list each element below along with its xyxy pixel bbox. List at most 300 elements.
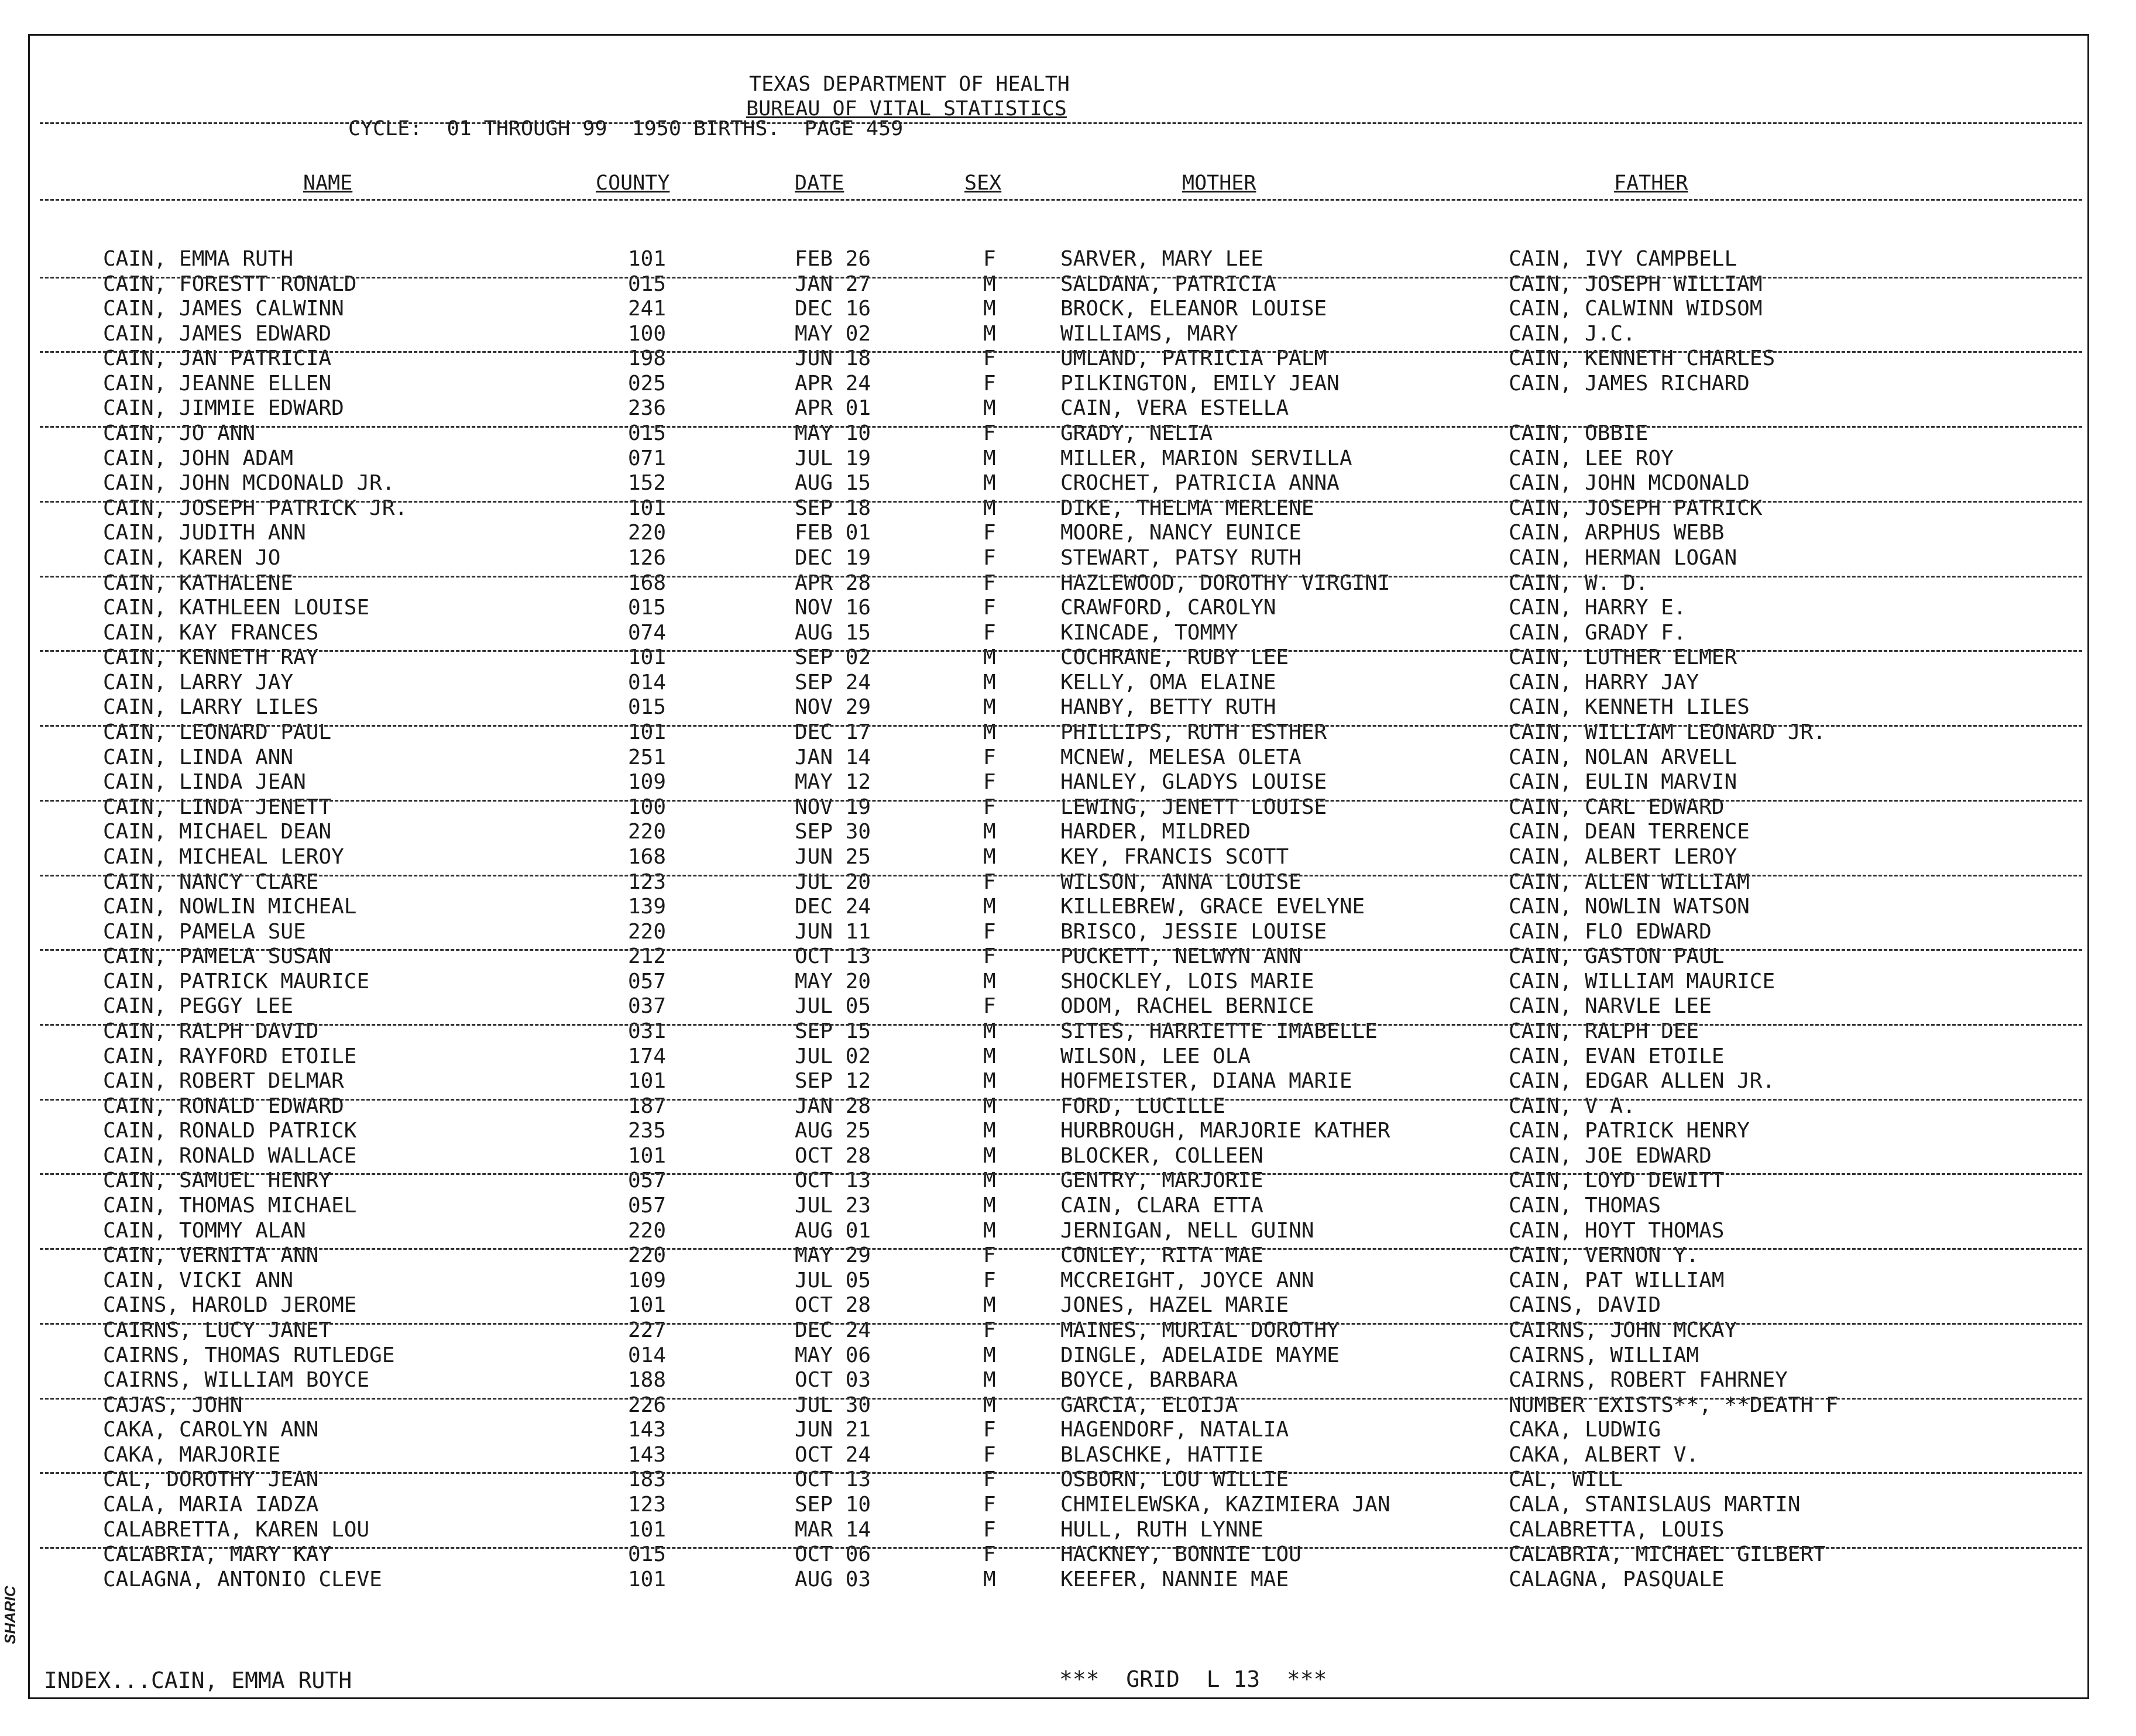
cell-father: CAIN, KENNETH LILES: [1509, 695, 1750, 720]
header-divider: [40, 122, 2082, 124]
cell-county: 100: [628, 321, 667, 346]
cell-mother: OSBORN, LOU WILLIE: [1060, 1467, 1289, 1492]
cell-sex: F: [983, 1517, 996, 1542]
cell-father: CAIN, RALPH DEE: [1509, 1019, 1699, 1043]
cell-father: CAIN, HARRY JAY: [1509, 670, 1699, 695]
cell-mother: SITES, HARRIETTE IMABELLE: [1060, 1019, 1378, 1043]
cell-father: CAIRNS, WILLIAM: [1509, 1343, 1699, 1367]
cell-sex: M: [983, 321, 996, 346]
cell-sex: M: [983, 1044, 996, 1068]
cell-name: CAIN, LEONARD PAUL: [103, 720, 332, 745]
cell-sex: F: [983, 919, 996, 944]
cell-name: CAIRNS, WILLIAM BOYCE: [103, 1368, 370, 1393]
cell-sex: M: [983, 1168, 996, 1193]
cell-name: CAIN, PEGGY LEE: [103, 994, 294, 1019]
cell-name: CAKA, CAROLYN ANN: [103, 1418, 319, 1442]
cell-sex: F: [983, 944, 996, 969]
cell-date: FEB 01: [795, 521, 871, 545]
cell-date: JUL 23: [795, 1194, 871, 1218]
table-row: [0, 1144, 2136, 1168]
header-subtitle: BUREAU OF VITAL STATISTICS: [746, 97, 1067, 121]
cell-county: 123: [628, 869, 667, 894]
table-row: [0, 1119, 2136, 1143]
table-row: [0, 845, 2136, 869]
table-row: [0, 671, 2136, 695]
table-row: [0, 1368, 2136, 1393]
cell-sex: M: [983, 695, 996, 720]
cell-mother: HARDER, MILDRED: [1060, 820, 1251, 844]
cell-mother: HURBROUGH, MARJORIE KATHER: [1060, 1119, 1390, 1143]
row-divider: [40, 576, 2082, 577]
cell-county: 101: [628, 1143, 667, 1168]
cell-county: 143: [628, 1418, 667, 1442]
cell-sex: F: [983, 1418, 996, 1442]
cell-date: NOV 29: [795, 695, 871, 720]
cell-father: CAIN, EULIN MARVIN: [1509, 770, 1737, 795]
table-row: [0, 1443, 2136, 1467]
table-row: [0, 720, 2136, 745]
table-row: [0, 1418, 2136, 1442]
cell-sex: F: [983, 421, 996, 446]
cell-date: DEC 24: [795, 895, 871, 919]
column-header-mother: MOTHER: [1182, 171, 1256, 195]
cell-sex: F: [983, 745, 996, 769]
table-row: [0, 571, 2136, 596]
cell-mother: JERNIGAN, NELL GUINN: [1060, 1218, 1314, 1243]
cell-mother: HAZLEWOOD, DOROTHY VIRGINI: [1060, 570, 1390, 595]
cell-father: CAIN, LOYD DEWITT: [1509, 1168, 1725, 1193]
cell-date: MAR 14: [795, 1517, 871, 1542]
row-divider: [40, 1024, 2082, 1026]
cell-mother: CAIN, CLARA ETTA: [1060, 1194, 1263, 1218]
cell-mother: HACKNEY, BONNIE LOU: [1060, 1542, 1301, 1567]
cell-county: 025: [628, 371, 667, 396]
cell-date: SEP 30: [795, 820, 871, 844]
cell-date: NOV 19: [795, 795, 871, 819]
cell-name: CAIN, LARRY JAY: [103, 670, 294, 695]
cell-sex: M: [983, 1567, 996, 1591]
table-row: [0, 247, 2136, 271]
cell-sex: M: [983, 720, 996, 745]
cell-county: 227: [628, 1318, 667, 1342]
cell-name: CAIN, JUDITH ANN: [103, 521, 306, 545]
cell-name: CAIN, JO ANN: [103, 421, 256, 446]
cell-father: CAIN, W. D.: [1509, 570, 1649, 595]
cell-name: CALAGNA, ANTONIO CLEVE: [103, 1567, 382, 1591]
cell-date: OCT 24: [795, 1442, 871, 1467]
cell-mother: KEEFER, NANNIE MAE: [1060, 1567, 1289, 1591]
cell-father: CAIRNS, ROBERT FAHRNEY: [1509, 1368, 1788, 1393]
cell-date: DEC 19: [795, 545, 871, 570]
cell-father: CALABRIA, MICHAEL GILBERT: [1509, 1542, 1826, 1567]
cell-county: 015: [628, 1542, 667, 1567]
table-row: [0, 1069, 2136, 1094]
cell-date: OCT 28: [795, 1143, 871, 1168]
cell-name: CAIN, LINDA JENETT: [103, 795, 332, 819]
cell-father: CAIN, EDGAR ALLEN JR.: [1509, 1069, 1776, 1094]
cell-mother: CHMIELEWSKA, KAZIMIERA JAN: [1060, 1493, 1390, 1517]
cell-county: 015: [628, 596, 667, 620]
column-header-date: DATE: [795, 171, 844, 195]
cell-mother: WILLIAMS, MARY: [1060, 321, 1238, 346]
cell-name: CAIN, LARRY LILES: [103, 695, 319, 720]
cell-county: 143: [628, 1442, 667, 1467]
cell-date: JUL 19: [795, 446, 871, 470]
cell-father: CAIN, J.C.: [1509, 321, 1636, 346]
cell-sex: F: [983, 1268, 996, 1292]
cell-date: JUL 20: [795, 869, 871, 894]
table-row: [0, 446, 2136, 471]
cell-county: 126: [628, 545, 667, 570]
row-divider: [40, 875, 2082, 876]
cell-mother: PUCKETT, NELWYN ANN: [1060, 944, 1301, 969]
cell-date: JAN 14: [795, 745, 871, 769]
cycle-line: CYCLE: 01 THROUGH 99 1950 BIRTHS. PAGE 459: [348, 117, 904, 140]
cell-date: OCT 13: [795, 1168, 871, 1193]
cell-name: CAL, DOROTHY JEAN: [103, 1467, 319, 1492]
cell-sex: F: [983, 1318, 996, 1342]
cell-sex: M: [983, 1194, 996, 1218]
table-row: [0, 1044, 2136, 1069]
cell-name: CAINS, HAROLD JEROME: [103, 1293, 357, 1318]
table-row: [0, 1243, 2136, 1268]
cell-county: 057: [628, 1194, 667, 1218]
table-row: [0, 1269, 2136, 1293]
cell-date: MAY 06: [795, 1343, 871, 1367]
cell-mother: JONES, HAZEL MARIE: [1060, 1293, 1289, 1318]
cell-county: 071: [628, 446, 667, 470]
cell-sex: F: [983, 869, 996, 894]
cell-date: JAN 27: [795, 271, 871, 296]
cell-mother: MAINES, MURIAL DOROTHY: [1060, 1318, 1340, 1342]
cell-sex: F: [983, 247, 996, 271]
table-row: [0, 745, 2136, 770]
cell-county: 057: [628, 969, 667, 994]
cell-name: CAIRNS, THOMAS RUTLEDGE: [103, 1343, 395, 1367]
table-row: [0, 396, 2136, 421]
cell-sex: F: [983, 1442, 996, 1467]
cell-father: CALAGNA, PASQUALE: [1509, 1567, 1725, 1591]
cell-name: CAIN, JEANNE ELLEN: [103, 371, 332, 396]
column-header-sex: SEX: [964, 171, 1002, 195]
table-row: [0, 1343, 2136, 1368]
cell-sex: M: [983, 969, 996, 994]
cell-name: CAIN, KENNETH RAY: [103, 645, 319, 670]
row-divider: [40, 351, 2082, 353]
cell-sex: F: [983, 1467, 996, 1492]
cell-father: CAIN, V A.: [1509, 1094, 1636, 1118]
cell-mother: MOORE, NANCY EUNICE: [1060, 521, 1301, 545]
table-row: [0, 297, 2136, 321]
cell-name: CAIN, RAYFORD ETOILE: [103, 1044, 357, 1068]
cell-mother: HANBY, BETTY RUTH: [1060, 695, 1276, 720]
cell-county: 014: [628, 1343, 667, 1367]
cell-county: 109: [628, 770, 667, 795]
cell-father: CAIN, CARL EDWARD: [1509, 795, 1725, 819]
cell-date: JUL 02: [795, 1044, 871, 1068]
cell-mother: GARCIA, ELOIJA: [1060, 1393, 1238, 1417]
cell-name: CAIN, LINDA ANN: [103, 745, 294, 769]
cell-sex: F: [983, 596, 996, 620]
cell-father: CAIN, KENNETH CHARLES: [1509, 346, 1776, 371]
table-row: [0, 994, 2136, 1019]
cell-father: CAIN, NOLAN ARVELL: [1509, 745, 1737, 769]
row-divider: [40, 277, 2082, 279]
cell-mother: BROCK, ELEANOR LOUISE: [1060, 297, 1327, 321]
cell-sex: F: [983, 570, 996, 595]
column-header-name: NAME: [303, 171, 353, 195]
row-divider: [40, 1547, 2082, 1549]
cell-mother: HOFMEISTER, DIANA MARIE: [1060, 1069, 1352, 1094]
cell-sex: M: [983, 1069, 996, 1094]
cell-father: CAIN, WILLIAM MAURICE: [1509, 969, 1776, 994]
cell-mother: HAGENDORF, NATALIA: [1060, 1418, 1289, 1442]
cell-sex: F: [983, 371, 996, 396]
cell-date: SEP 24: [795, 670, 871, 695]
cell-name: CAIRNS, LUCY JANET: [103, 1318, 332, 1342]
cell-name: CAIN, LINDA JEAN: [103, 770, 306, 795]
cell-date: FEB 26: [795, 247, 871, 271]
row-divider: [40, 949, 2082, 951]
cell-name: CAIN, JOHN MCDONALD JR.: [103, 471, 395, 496]
cell-date: AUG 01: [795, 1218, 871, 1243]
cell-name: CALABRIA, MARY KAY: [103, 1542, 332, 1567]
cell-name: CAIN, FORESTT RONALD: [103, 271, 357, 296]
cell-mother: ODOM, RACHEL BERNICE: [1060, 994, 1314, 1019]
cell-sex: M: [983, 1368, 996, 1393]
cell-date: MAY 29: [795, 1243, 871, 1268]
cell-county: 015: [628, 421, 667, 446]
cell-date: OCT 13: [795, 1467, 871, 1492]
cell-county: 109: [628, 1268, 667, 1292]
cell-name: CAIN, VERNITA ANN: [103, 1243, 319, 1268]
cell-county: 251: [628, 745, 667, 769]
cell-name: CAIN, JAN PATRICIA: [103, 346, 332, 371]
cell-date: SEP 02: [795, 645, 871, 670]
cell-name: CAIN, RONALD EDWARD: [103, 1094, 344, 1118]
table-row: [0, 1318, 2136, 1343]
cell-county: 235: [628, 1119, 667, 1143]
cell-sex: F: [983, 770, 996, 795]
cell-father: CAIN, EVAN ETOILE: [1509, 1044, 1725, 1068]
cell-father: CAIN, PATRICK HENRY: [1509, 1119, 1750, 1143]
cell-name: CAIN, JAMES CALWINN: [103, 297, 344, 321]
cell-date: AUG 15: [795, 620, 871, 645]
cell-date: APR 01: [795, 396, 871, 421]
cell-mother: BLOCKER, COLLEEN: [1060, 1143, 1263, 1168]
table-row: [0, 1393, 2136, 1418]
cell-date: MAY 02: [795, 321, 871, 346]
cell-county: 187: [628, 1094, 667, 1118]
cell-mother: HULL, RUTH LYNNE: [1060, 1517, 1263, 1542]
cell-father: CAKA, LUDWIG: [1509, 1418, 1661, 1442]
cell-county: 220: [628, 521, 667, 545]
cell-father: CAIN, JOSEPH PATRICK: [1509, 496, 1763, 520]
table-row: [0, 621, 2136, 645]
cell-date: AUG 03: [795, 1567, 871, 1591]
cell-father: CAIN, CALWINN WIDSOM: [1509, 297, 1763, 321]
cell-name: CAIN, THOMAS MICHAEL: [103, 1194, 357, 1218]
cell-sex: M: [983, 297, 996, 321]
cell-mother: PHILLIPS, RUTH ESTHER: [1060, 720, 1327, 745]
cell-name: CAIN, MICHEAL LEROY: [103, 844, 344, 869]
table-row: [0, 645, 2136, 670]
cell-father: CAIN, GRADY F.: [1509, 620, 1687, 645]
cell-date: JUL 05: [795, 1268, 871, 1292]
cell-father: CAIN, LEE ROY: [1509, 446, 1674, 470]
table-row: [0, 596, 2136, 620]
cell-name: CAIN, PATRICK MAURICE: [103, 969, 370, 994]
cell-name: CAIN, PAMELA SUE: [103, 919, 306, 944]
cell-date: OCT 28: [795, 1293, 871, 1318]
table-row: [0, 521, 2136, 545]
cell-mother: KILLEBREW, GRACE EVELYNE: [1060, 895, 1365, 919]
cell-name: CAIN, JOSEPH PATRICK JR.: [103, 496, 408, 520]
table-row: [0, 1542, 2136, 1567]
cell-sex: M: [983, 645, 996, 670]
cell-mother: CROCHET, PATRICIA ANNA: [1060, 471, 1340, 496]
row-divider: [40, 1472, 2082, 1474]
cell-county: 220: [628, 1218, 667, 1243]
cell-county: 101: [628, 720, 667, 745]
cell-father: CAL, WILL: [1509, 1467, 1623, 1492]
table-row: [0, 1467, 2136, 1492]
cell-mother: COCHRANE, RUBY LEE: [1060, 645, 1289, 670]
cell-county: 183: [628, 1467, 667, 1492]
header-title: TEXAS DEPARTMENT OF HEALTH: [749, 73, 1070, 96]
cell-name: CAIN, JOHN ADAM: [103, 446, 294, 470]
cell-mother: BLASCHKE, HATTIE: [1060, 1442, 1263, 1467]
cell-father: CAIN, IVY CAMPBELL: [1509, 247, 1737, 271]
cell-mother: WILSON, LEE OLA: [1060, 1044, 1251, 1068]
cell-mother: KELLY, OMA ELAINE: [1060, 670, 1276, 695]
cell-name: CAIN, PAMELA SUSAN: [103, 944, 332, 969]
cell-county: 152: [628, 471, 667, 496]
cell-name: CAIN, RONALD WALLACE: [103, 1143, 357, 1168]
cell-mother: KINCADE, TOMMY: [1060, 620, 1238, 645]
cell-sex: F: [983, 346, 996, 371]
cell-father: CAIN, DEAN TERRENCE: [1509, 820, 1750, 844]
cell-father: CAIN, ALLEN WILLIAM: [1509, 869, 1750, 894]
cell-sex: F: [983, 545, 996, 570]
cell-mother: MCCREIGHT, JOYCE ANN: [1060, 1268, 1314, 1292]
row-divider: [40, 501, 2082, 503]
table-row: [0, 1168, 2136, 1193]
cell-father: CAIN, JOSEPH WILLIAM: [1509, 271, 1763, 296]
cell-county: 226: [628, 1393, 667, 1417]
table-row: [0, 1194, 2136, 1218]
cell-county: 139: [628, 895, 667, 919]
cell-name: CAIN, TOMMY ALAN: [103, 1218, 306, 1243]
cell-county: 100: [628, 795, 667, 819]
cell-father: CAIN, PAT WILLIAM: [1509, 1268, 1725, 1292]
cell-father: CAIN, ALBERT LEROY: [1509, 844, 1737, 869]
column-header-county: COUNTY: [596, 171, 670, 195]
cell-date: MAY 12: [795, 770, 871, 795]
table-row: [0, 695, 2136, 720]
cell-sex: F: [983, 521, 996, 545]
cell-name: CAJAS, JOHN: [103, 1393, 243, 1417]
cell-mother: DIKE, THELMA MERLENE: [1060, 496, 1314, 520]
cell-date: NOV 16: [795, 596, 871, 620]
table-row: [0, 795, 2136, 820]
cell-county: 015: [628, 695, 667, 720]
cell-county: 174: [628, 1044, 667, 1068]
row-divider: [40, 1173, 2082, 1175]
row-divider: [40, 650, 2082, 652]
cell-mother: CRAWFORD, CAROLYN: [1060, 596, 1276, 620]
table-row: [0, 1293, 2136, 1318]
cell-name: CAIN, KAY FRANCES: [103, 620, 319, 645]
cell-name: CAKA, MARJORIE: [103, 1442, 281, 1467]
cell-father: CAIN, THOMAS: [1509, 1194, 1661, 1218]
cell-mother: SARVER, MARY LEE: [1060, 247, 1263, 271]
table-row: [0, 944, 2136, 969]
table-row: [0, 970, 2136, 994]
table-row: [0, 820, 2136, 844]
cell-name: CAIN, EMMA RUTH: [103, 247, 294, 271]
index-label: INDEX...CAIN, EMMA RUTH: [44, 1668, 352, 1693]
cell-sex: M: [983, 1343, 996, 1367]
cell-county: 101: [628, 645, 667, 670]
cell-county: 220: [628, 1243, 667, 1268]
cell-county: 241: [628, 297, 667, 321]
cell-sex: M: [983, 1143, 996, 1168]
cell-sex: M: [983, 820, 996, 844]
cell-father: CAIN, VERNON Y.: [1509, 1243, 1699, 1268]
cell-father: CAIN, JAMES RICHARD: [1509, 371, 1750, 396]
cell-date: JUN 11: [795, 919, 871, 944]
cell-father: CAIN, OBBIE: [1509, 421, 1649, 446]
column-divider: [40, 199, 2082, 201]
cell-name: CAIN, JAMES EDWARD: [103, 321, 332, 346]
table-row: [0, 1019, 2136, 1044]
cell-county: 057: [628, 1168, 667, 1193]
cell-date: JUL 05: [795, 994, 871, 1019]
cell-mother: GENTRY, MARJORIE: [1060, 1168, 1263, 1193]
cell-county: 101: [628, 496, 667, 520]
row-divider: [40, 1323, 2082, 1325]
cell-county: 031: [628, 1019, 667, 1043]
cell-mother: PILKINGTON, EMILY JEAN: [1060, 371, 1340, 396]
cell-mother: DINGLE, ADELAIDE MAYME: [1060, 1343, 1340, 1367]
cell-name: CALABRETTA, KAREN LOU: [103, 1517, 370, 1542]
cell-father: CAIN, LUTHER ELMER: [1509, 645, 1737, 670]
cell-name: CAIN, ROBERT DELMAR: [103, 1069, 344, 1094]
cell-date: DEC 16: [795, 297, 871, 321]
cell-father: CAIN, NOWLIN WATSON: [1509, 895, 1750, 919]
cell-mother: HANLEY, GLADYS LOUISE: [1060, 770, 1327, 795]
cell-name: CAIN, KATHLEEN LOUISE: [103, 596, 370, 620]
cell-father: CAIN, HARRY E.: [1509, 596, 1687, 620]
cell-date: SEP 15: [795, 1019, 871, 1043]
cell-name: CAIN, RONALD PATRICK: [103, 1119, 357, 1143]
cell-mother: GRADY, NELIA: [1060, 421, 1213, 446]
cell-county: 101: [628, 1517, 667, 1542]
cell-sex: M: [983, 844, 996, 869]
table-row: [0, 1567, 2136, 1592]
cell-father: CAIN, JOE EDWARD: [1509, 1143, 1712, 1168]
cell-county: 101: [628, 1069, 667, 1094]
cell-date: SEP 10: [795, 1493, 871, 1517]
cell-father: CAIN, HERMAN LOGAN: [1509, 545, 1737, 570]
table-row: [0, 770, 2136, 795]
cell-sex: F: [983, 994, 996, 1019]
table-row: [0, 920, 2136, 944]
cell-father: CAINS, DAVID: [1509, 1293, 1661, 1318]
cell-mother: CONLEY, RITA MAE: [1060, 1243, 1263, 1268]
cell-sex: M: [983, 446, 996, 470]
